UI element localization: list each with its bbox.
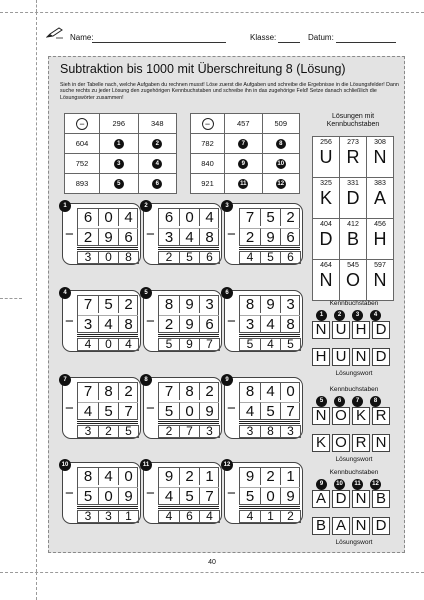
digit-cell: 0 — [260, 487, 280, 504]
task-number-badge: 7 — [59, 374, 71, 386]
digit-cell: 4 — [199, 511, 219, 522]
table-row-head: 752 — [65, 154, 100, 174]
minus-sign: − — [227, 313, 236, 330]
digit-cell: 0 — [280, 383, 300, 400]
digit-cell: 4 — [84, 337, 92, 351]
datum-line[interactable] — [336, 42, 396, 43]
subtraction-card-4 — [62, 290, 141, 352]
key-cell: 383 A — [367, 178, 394, 219]
digit-cell: 9 — [179, 315, 199, 332]
minus-sign: − — [65, 226, 74, 243]
digit-cell: 6 — [179, 511, 199, 522]
word-letter-box[interactable]: D — [372, 517, 390, 535]
digit-cell: 5 — [240, 487, 260, 504]
task-number-badge: 9 — [221, 374, 233, 386]
digit-cell: 9 — [164, 468, 174, 485]
digit-cell: 8 — [164, 296, 174, 313]
digit-cell: 5 — [98, 296, 118, 313]
digit-cell: 7 — [199, 339, 219, 350]
digit-cell: 0 — [98, 487, 118, 504]
task-badge: 6 — [152, 179, 162, 189]
cut-line-bottom — [0, 572, 424, 573]
minus-sign: − — [146, 485, 155, 502]
table-head: 457 — [225, 114, 263, 134]
table-row-head: 893 — [65, 174, 100, 194]
kennbuchstaben-label: Kennbuchstaben — [329, 469, 379, 476]
task-badge: 10 — [277, 161, 285, 167]
result-line — [158, 421, 219, 422]
digit-cell: 4 — [260, 315, 280, 332]
digit-cell: 8 — [260, 426, 280, 437]
digit-cell: 2 — [280, 209, 300, 226]
digit-cell: 5 — [260, 252, 280, 263]
digit-cell: 5 — [118, 426, 138, 437]
word-letter-box[interactable]: N — [352, 348, 370, 366]
subtraction-card-6 — [224, 290, 303, 352]
digit-cell: 1 — [118, 511, 138, 522]
key-cell: 308 N — [367, 137, 394, 178]
digit-cell: 8 — [280, 315, 300, 332]
task-badge: 1 — [316, 310, 327, 321]
loesungswort-label: Lösungswort — [335, 539, 373, 546]
digit-cell: 6 — [199, 315, 219, 332]
digit-cell: 0 — [98, 252, 118, 263]
digit-cell: 6 — [199, 252, 219, 263]
letter-box[interactable]: D — [372, 321, 390, 339]
subtraction-card-8 — [143, 377, 222, 439]
table-row-head: 604 — [65, 134, 100, 154]
letter-box[interactable]: N — [312, 407, 330, 425]
result-line — [77, 247, 138, 248]
digit-cell: 3 — [84, 250, 92, 264]
minus-circle-icon: − — [202, 118, 214, 130]
task-ref-cell — [100, 154, 139, 174]
result-line — [77, 506, 138, 507]
letter-row — [312, 407, 390, 425]
task-ref-cell — [138, 154, 177, 174]
cut-line-left-bottom — [36, 572, 37, 600]
digit-cell: 3 — [78, 315, 98, 332]
digit-cell: 3 — [98, 511, 118, 522]
digit-cell: 8 — [179, 383, 199, 400]
digit-cell: 6 — [118, 228, 138, 245]
digit-cell: 6 — [280, 228, 300, 245]
digit-cell: 9 — [118, 487, 138, 504]
key-cell: 256 U — [313, 137, 340, 178]
digit-cell: 4 — [199, 209, 219, 226]
digit-cell: 3 — [199, 426, 219, 437]
digit-cell: 0 — [98, 209, 118, 226]
digit-cell: 9 — [280, 487, 300, 504]
task-number-badge: 10 — [59, 459, 71, 471]
word-row — [312, 348, 390, 366]
table-head: 509 — [262, 114, 300, 134]
subtraction-card-1 — [62, 203, 141, 265]
digit-cell: 8 — [118, 252, 138, 263]
digit-cell: 0 — [179, 402, 199, 419]
letter-box[interactable]: U — [332, 321, 350, 339]
word-letter-box[interactable]: U — [332, 348, 350, 366]
pencil-icon — [46, 26, 64, 38]
subtraction-card-10 — [62, 462, 141, 524]
digit-cell: 3 — [280, 296, 300, 313]
subtraction-card-12 — [224, 462, 303, 524]
digit-cell: 7 — [118, 402, 138, 419]
digit-cell: 2 — [199, 383, 219, 400]
task-ref-cell — [262, 134, 300, 154]
table-head: 348 — [138, 114, 177, 134]
digit-cell: 8 — [245, 383, 255, 400]
digit-cell: 9 — [98, 228, 118, 245]
subtraction-card-9 — [224, 377, 303, 439]
digit-cell: 7 — [164, 383, 174, 400]
task-ref-cell — [138, 174, 177, 194]
task-number-badge: 3 — [221, 200, 233, 212]
digit-cell: 4 — [260, 383, 280, 400]
key-cell: 273 R — [340, 137, 367, 178]
digit-cell: 1 — [199, 468, 219, 485]
letter-box[interactable]: H — [352, 321, 370, 339]
table-row-head: 840 — [191, 154, 225, 174]
digit-cell: 2 — [179, 468, 199, 485]
task-badge: 1 — [114, 139, 124, 149]
digit-cell: 2 — [118, 296, 138, 313]
digit-cell: 2 — [78, 228, 98, 245]
digit-cell: 8 — [83, 468, 93, 485]
result-line — [77, 334, 138, 335]
digit-cell: 8 — [199, 228, 219, 245]
key-cell: 404 D — [313, 219, 340, 260]
digit-cell: 9 — [179, 296, 199, 313]
task-ref-cell — [225, 174, 263, 194]
task-badge: 8 — [276, 139, 286, 149]
task-badge: 12 — [277, 181, 285, 187]
word-letter-box[interactable]: N — [352, 517, 370, 535]
digit-cell: 2 — [165, 250, 173, 264]
result-line — [239, 334, 300, 335]
digit-cell: 3 — [159, 228, 179, 245]
word-letter-box[interactable]: K — [312, 434, 330, 452]
letter-box[interactable]: B — [372, 490, 390, 508]
minus-circle-icon: − — [76, 118, 88, 130]
key-cell: 331 D — [340, 178, 367, 219]
result-line — [239, 506, 300, 507]
word-letter-box[interactable]: O — [332, 434, 350, 452]
datum-label: Datum: — [308, 33, 334, 42]
result-line — [158, 506, 219, 507]
punch-mark — [0, 298, 22, 299]
digit-cell: 9 — [245, 468, 255, 485]
task-ref-cell — [225, 134, 263, 154]
minus-sign: − — [65, 313, 74, 330]
task-badge: 8 — [370, 396, 381, 407]
digit-cell: 5 — [179, 487, 199, 504]
table-row-head: 782 — [191, 134, 225, 154]
digit-cell: 3 — [84, 424, 92, 438]
digit-cell: 4 — [246, 509, 254, 523]
result-line — [239, 421, 300, 422]
digit-cell: 7 — [83, 383, 93, 400]
word-letter-box[interactable]: A — [332, 517, 350, 535]
subtraction-card-3 — [224, 203, 303, 265]
word-row — [312, 517, 390, 535]
subtraction-card-11 — [143, 462, 222, 524]
word-letter-box[interactable]: B — [312, 517, 330, 535]
digit-cell: 4 — [159, 487, 179, 504]
word-row — [312, 434, 390, 452]
letter-box[interactable]: N — [312, 321, 330, 339]
letter-row — [312, 490, 390, 508]
task-number-badge: 6 — [221, 287, 233, 299]
task-badge: 4 — [152, 159, 162, 169]
task-badge: 9 — [238, 159, 248, 169]
digit-cell: 4 — [179, 228, 199, 245]
key-cell: 456 H — [367, 219, 394, 260]
klasse-label: Klasse: — [250, 33, 277, 42]
digit-cell: 2 — [118, 383, 138, 400]
digit-cell: 7 — [280, 402, 300, 419]
digit-cell: 5 — [165, 337, 173, 351]
digit-cell: 0 — [179, 209, 199, 226]
task-badge: 12 — [370, 479, 381, 490]
digit-cell: 5 — [260, 209, 280, 226]
digit-cell: 9 — [260, 228, 280, 245]
operator-cell — [65, 114, 100, 134]
key-table — [312, 136, 394, 301]
digit-cell: 5 — [78, 487, 98, 504]
key-cell: 412 B — [340, 219, 367, 260]
badge-row — [316, 396, 381, 407]
digit-cell: 9 — [179, 339, 199, 350]
minus-sign: − — [146, 313, 155, 330]
word-letter-box[interactable]: H — [312, 348, 330, 366]
loesungswort-label: Lösungswort — [335, 370, 373, 377]
table-row-head: 921 — [191, 174, 225, 194]
subtraction-card-2 — [143, 203, 222, 265]
digit-cell: 9 — [260, 296, 280, 313]
subtraction-card-7 — [62, 377, 141, 439]
result-line — [158, 334, 219, 335]
task-badge: 9 — [316, 479, 327, 490]
badge-row — [316, 310, 381, 321]
task-number-badge: 11 — [140, 459, 152, 471]
result-line — [239, 247, 300, 248]
task-ref-cell — [138, 134, 177, 154]
digit-cell: 4 — [240, 402, 260, 419]
page-number: 40 — [208, 559, 216, 566]
minus-sign: − — [65, 485, 74, 502]
digit-cell: 4 — [246, 250, 254, 264]
minus-sign: − — [227, 400, 236, 417]
digit-cell: 5 — [246, 337, 254, 351]
task-badge: 10 — [334, 479, 345, 490]
loesungswort-label: Lösungswort — [335, 456, 373, 463]
digit-cell: 9 — [199, 402, 219, 419]
digit-cell: 4 — [118, 339, 138, 350]
digit-cell: 2 — [98, 426, 118, 437]
key-cell: 325 K — [313, 178, 340, 219]
digit-cell: 4 — [98, 315, 118, 332]
task-ref-cell — [225, 154, 263, 174]
table-head: 296 — [100, 114, 139, 134]
result-line — [158, 247, 219, 248]
letter-box[interactable]: D — [332, 490, 350, 508]
digit-cell: 0 — [118, 468, 138, 485]
cut-line-left-mid — [36, 12, 37, 572]
kennbuchstaben-label: Kennbuchstaben — [329, 386, 379, 393]
minus-sign: − — [227, 226, 236, 243]
digit-cell: 1 — [280, 468, 300, 485]
klasse-line[interactable] — [278, 42, 300, 43]
digit-cell: 5 — [179, 252, 199, 263]
digit-cell: 1 — [260, 511, 280, 522]
digit-cell: 8 — [118, 315, 138, 332]
result-line — [77, 421, 138, 422]
digit-cell: 2 — [280, 511, 300, 522]
digit-cell: 3 — [240, 315, 260, 332]
task-badge: 3 — [352, 310, 363, 321]
letter-row — [312, 321, 390, 339]
task-number-badge: 2 — [140, 200, 152, 212]
task-number-badge: 8 — [140, 374, 152, 386]
digit-cell: 5 — [260, 402, 280, 419]
kennbuchstaben-label: Kennbuchstaben — [329, 300, 379, 307]
key-cell: 597 N — [367, 260, 394, 301]
task-ref-cell — [262, 174, 300, 194]
task-badge: 3 — [114, 159, 124, 169]
task-number-badge: 5 — [140, 287, 152, 299]
digit-cell: 6 — [83, 209, 93, 226]
task-number-badge: 12 — [221, 459, 233, 471]
word-letter-box[interactable]: N — [372, 434, 390, 452]
digit-cell: 3 — [246, 424, 254, 438]
digit-cell: 4 — [260, 339, 280, 350]
digit-cell: 3 — [280, 426, 300, 437]
letter-box[interactable]: R — [372, 407, 390, 425]
subtraction-card-5 — [143, 290, 222, 352]
task-badge: 7 — [352, 396, 363, 407]
letter-box[interactable]: A — [312, 490, 330, 508]
digit-cell: 2 — [260, 468, 280, 485]
task-badge: 4 — [370, 310, 381, 321]
operator-cell — [191, 114, 225, 134]
page-title: Subtraktion bis 1000 mit Überschreitung 8 (Lösung) — [60, 62, 346, 76]
digit-cell: 2 — [240, 228, 260, 245]
digit-cell: 0 — [98, 339, 118, 350]
task-ref-cell — [262, 154, 300, 174]
digit-cell: 3 — [199, 296, 219, 313]
task-badge: 11 — [352, 479, 363, 490]
task-ref-cell — [100, 174, 139, 194]
digit-cell: 7 — [245, 209, 255, 226]
name-label: Name: — [70, 33, 94, 42]
digit-cell: 5 — [280, 339, 300, 350]
minus-sign: − — [227, 485, 236, 502]
digit-cell: 7 — [199, 487, 219, 504]
digit-cell: 2 — [159, 315, 179, 332]
key-cell: 464 N — [313, 260, 340, 301]
digit-cell: 4 — [165, 509, 173, 523]
task-badge: 6 — [334, 396, 345, 407]
task-badge: 2 — [152, 139, 162, 149]
word-letter-box[interactable]: D — [372, 348, 390, 366]
digit-cell: 4 — [98, 468, 118, 485]
minus-sign: − — [65, 400, 74, 417]
digit-cell: 8 — [98, 383, 118, 400]
digit-cell: 4 — [118, 209, 138, 226]
task-badge: 2 — [334, 310, 345, 321]
letter-box[interactable]: K — [352, 407, 370, 425]
task-badge: 5 — [316, 396, 327, 407]
digit-cell: 5 — [98, 402, 118, 419]
name-line[interactable] — [92, 42, 226, 43]
digit-cell: 7 — [83, 296, 93, 313]
digit-cell: 7 — [179, 426, 199, 437]
task-number-badge: 1 — [59, 200, 71, 212]
digit-cell: 2 — [165, 424, 173, 438]
word-letter-box[interactable]: R — [352, 434, 370, 452]
digit-cell: 3 — [84, 509, 92, 523]
digit-cell: 6 — [164, 209, 174, 226]
task-number-badge: 4 — [59, 287, 71, 299]
task-table-2 — [190, 113, 300, 194]
task-badge: 5 — [114, 179, 124, 189]
minus-sign: − — [146, 400, 155, 417]
badge-row — [316, 479, 381, 490]
letter-box[interactable]: N — [352, 490, 370, 508]
letter-box[interactable]: O — [332, 407, 350, 425]
task-table-1 — [64, 113, 177, 194]
cut-line-top — [0, 12, 424, 13]
digit-cell: 6 — [280, 252, 300, 263]
key-heading: Lösungen mit Kennbuchstaben — [326, 113, 380, 128]
instructions: Sieh in der Tabelle nach, welche Aufgaben du rechnen musst! Löse zuerst die Aufgaben und schreibe die Ergebnisse in die Lösungsfelder! Dann suche rechts zu jeder Lösung den zugehörigen Kennbuchstaben und schreibe ihn in das zugehörige Feld! Setze danach schließlich die Lösungswörter zusammen! — [60, 82, 399, 101]
digit-cell: 8 — [245, 296, 255, 313]
digit-cell: 5 — [159, 402, 179, 419]
key-cell: 545 O — [340, 260, 367, 301]
minus-sign: − — [146, 226, 155, 243]
cut-line-left — [36, 0, 37, 12]
digit-cell: 4 — [78, 402, 98, 419]
task-badge: 7 — [238, 139, 248, 149]
task-badge: 11 — [240, 181, 247, 187]
task-ref-cell — [100, 134, 139, 154]
